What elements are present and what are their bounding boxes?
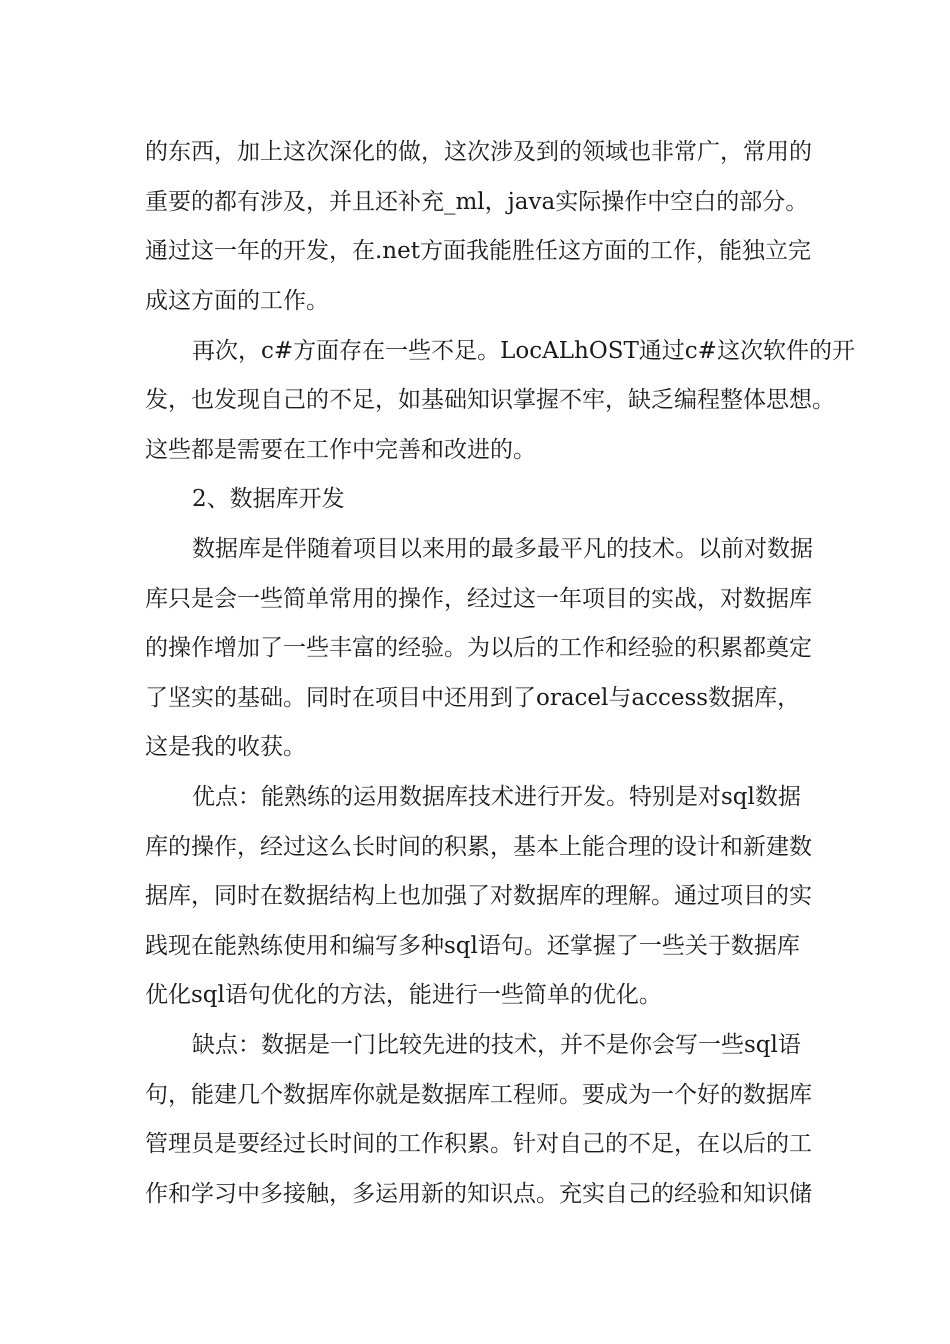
text-line: 重要的都有涉及，并且还补充_ml，java实际操作中空白的部分。: [145, 189, 809, 215]
text-line: 了坚实的基础。同时在项目中还用到了oracel与access数据库，: [145, 685, 801, 711]
section-heading: 2、数据库开发: [192, 486, 345, 512]
text-line: 这些都是需要在工作中完善和改进的。: [145, 437, 536, 463]
text-line: 库只是会一些简单常用的操作，经过这一年项目的实战，对数据库: [145, 586, 812, 612]
text-line: 这是我的收获。: [145, 734, 306, 760]
text-line: 通过这一年的开发，在.net方面我能胜任这方面的工作，能独立完: [145, 238, 811, 264]
text-line: 优点：能熟练的运用数据库技术进行开发。特别是对sql数据: [192, 784, 801, 810]
text-line: 发，也发现自己的不足，如基础知识掌握不牢，缺乏编程整体思想。: [145, 387, 835, 413]
text-line: 数据库是伴随着项目以来用的最多最平凡的技术。以前对数据: [192, 536, 813, 562]
text-line: 优化sql语句优化的方法，能进行一些简单的优化。: [145, 982, 662, 1008]
text-line: 的东西，加上这次深化的做，这次涉及到的领域也非常广，常用的: [145, 139, 812, 165]
text-line: 再次，c#方面存在一些不足。LocALhOST通过c#这次软件的开: [192, 338, 855, 364]
text-line: 管理员是要经过长时间的工作积累。针对自己的不足，在以后的工: [145, 1131, 812, 1157]
text-line: 缺点：数据是一门比较先进的技术，并不是你会写一些sql语: [192, 1032, 801, 1058]
text-line: 成这方面的工作。: [145, 288, 329, 314]
text-line: 库的操作，经过这么长时间的积累，基本上能合理的设计和新建数: [145, 834, 812, 860]
text-line: 据库，同时在数据结构上也加强了对数据库的理解。通过项目的实: [145, 883, 812, 909]
text-line: 的操作增加了一些丰富的经验。为以后的工作和经验的积累都奠定: [145, 635, 812, 661]
text-line: 践现在能熟练使用和编写多种sql语句。还掌握了一些关于数据库: [145, 933, 800, 959]
text-line: 作和学习中多接触，多运用新的知识点。充实自己的经验和知识储: [145, 1181, 812, 1207]
text-line: 句，能建几个数据库你就是数据库工程师。要成为一个好的数据库: [145, 1082, 812, 1108]
